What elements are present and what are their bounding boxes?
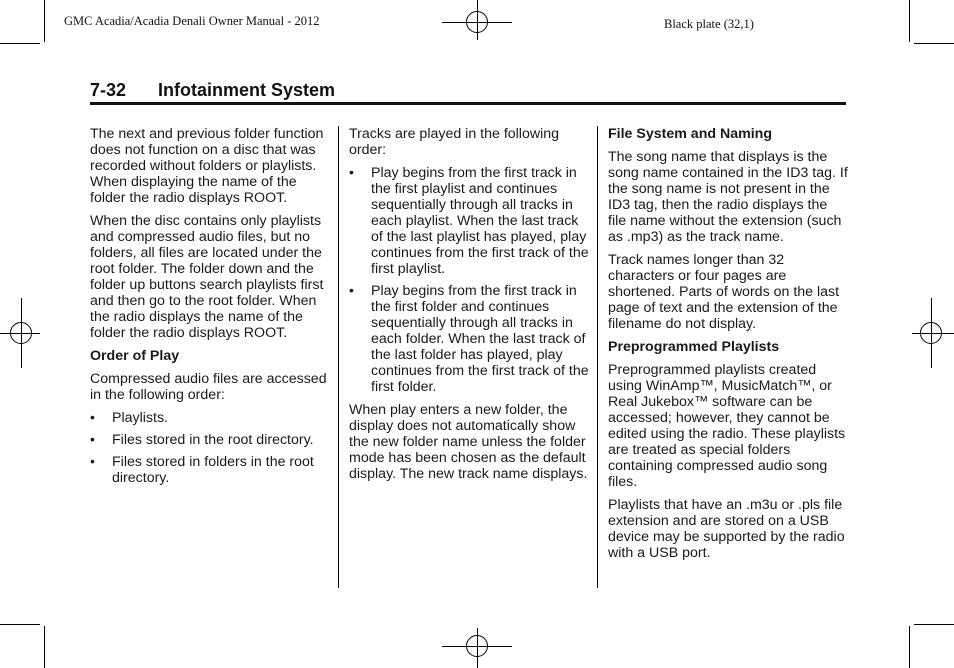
text-column-3	[608, 126, 848, 568]
paragraph: Compressed audio files are accessed in the following order:	[90, 371, 327, 403]
paragraph: The song name that displays is the song name contained in the ID3 tag. If the song name is not present in the ID3 tag, then the radio displays the file name without the extension (such as .mp3) as the track name.	[608, 149, 848, 245]
column-divider-2	[597, 126, 598, 588]
bullet-list	[349, 165, 589, 395]
paragraph: Tracks are played in the following order:	[349, 126, 560, 158]
paragraph: Track names longer than 32 characters or four pages are shortened. Parts of words on the last page of text and the extension of the filename do not display.	[608, 252, 840, 332]
crop-mark-bottom-left-horizontal	[0, 624, 40, 625]
manual-title: GMC Acadia/Acadia Denali Owner Manual - 2012	[64, 14, 320, 28]
page-number: 7-32	[90, 80, 127, 100]
list-item: • Playlists.	[90, 410, 330, 426]
list-item: • Files stored in the root directory.	[90, 432, 330, 448]
crop-mark-top-right-vertical	[909, 0, 910, 42]
column-divider-1	[338, 126, 339, 588]
list-item: • Play begins from the first track in the first folder and continues sequentially through all tracks in each folder. When the last track of the last folder has played, play continues from the first track of the first folder.	[349, 283, 589, 395]
subheading-file-system: File System and Naming	[608, 126, 772, 142]
paragraph: Playlists that have an .m3u or .pls file extension and are stored on a USB device may be supported by the radio with a USB port.	[608, 497, 845, 561]
crop-mark-top-left-horizontal	[0, 43, 40, 44]
heading-rule	[90, 102, 846, 105]
plate-label: Black plate (32,1)	[664, 17, 754, 31]
paragraph: Preprogrammed playlists created using WinAmp™, MusicMatch™, or Real Jukebox™ software can be accessed; however, they cannot be edited using the radio. These playlists are treated as special folders containing compressed audio song files.	[608, 362, 846, 490]
section-title: Infotainment System	[158, 80, 336, 100]
list-item: • Files stored in folders in the root directory.	[90, 454, 330, 486]
subheading-order-of-play: Order of Play	[90, 348, 180, 364]
crop-mark-top-right-horizontal	[914, 43, 954, 44]
paragraph: When play enters a new folder, the display does not automatically show the new folder name unless the folder mode has been chosen as the default display. The new track name displays.	[349, 402, 588, 482]
paragraph: The next and previous folder function does not function on a disc that was recorded without folders or playlists. When displaying the name of the folder the radio displays ROOT.	[90, 126, 324, 206]
crop-mark-bottom-right-vertical	[909, 626, 910, 668]
bullet-list	[90, 410, 330, 486]
paragraph: When the disc contains only playlists and compressed audio files, but no folders, all files are located under the root folder. The folder down and the folder up buttons search playlists first and then go to the root folder. When the radio displays the name of the folder the radio displays ROOT.	[90, 213, 324, 341]
crop-mark-bottom-right-horizontal	[914, 624, 954, 625]
text-column-2	[349, 126, 589, 489]
list-item: • Play begins from the first track in the first playlist and continues sequentially through all tracks in each playlist. When the last track of the last playlist has played, play continues from the first track of the first playlist.	[349, 165, 589, 277]
crop-mark-top-left-vertical	[44, 0, 45, 42]
section-heading	[90, 80, 335, 101]
text-column-1	[90, 126, 330, 493]
subheading-preprogrammed-playlists: Preprogrammed Playlists	[608, 339, 780, 355]
crop-mark-bottom-left-vertical	[44, 626, 45, 668]
